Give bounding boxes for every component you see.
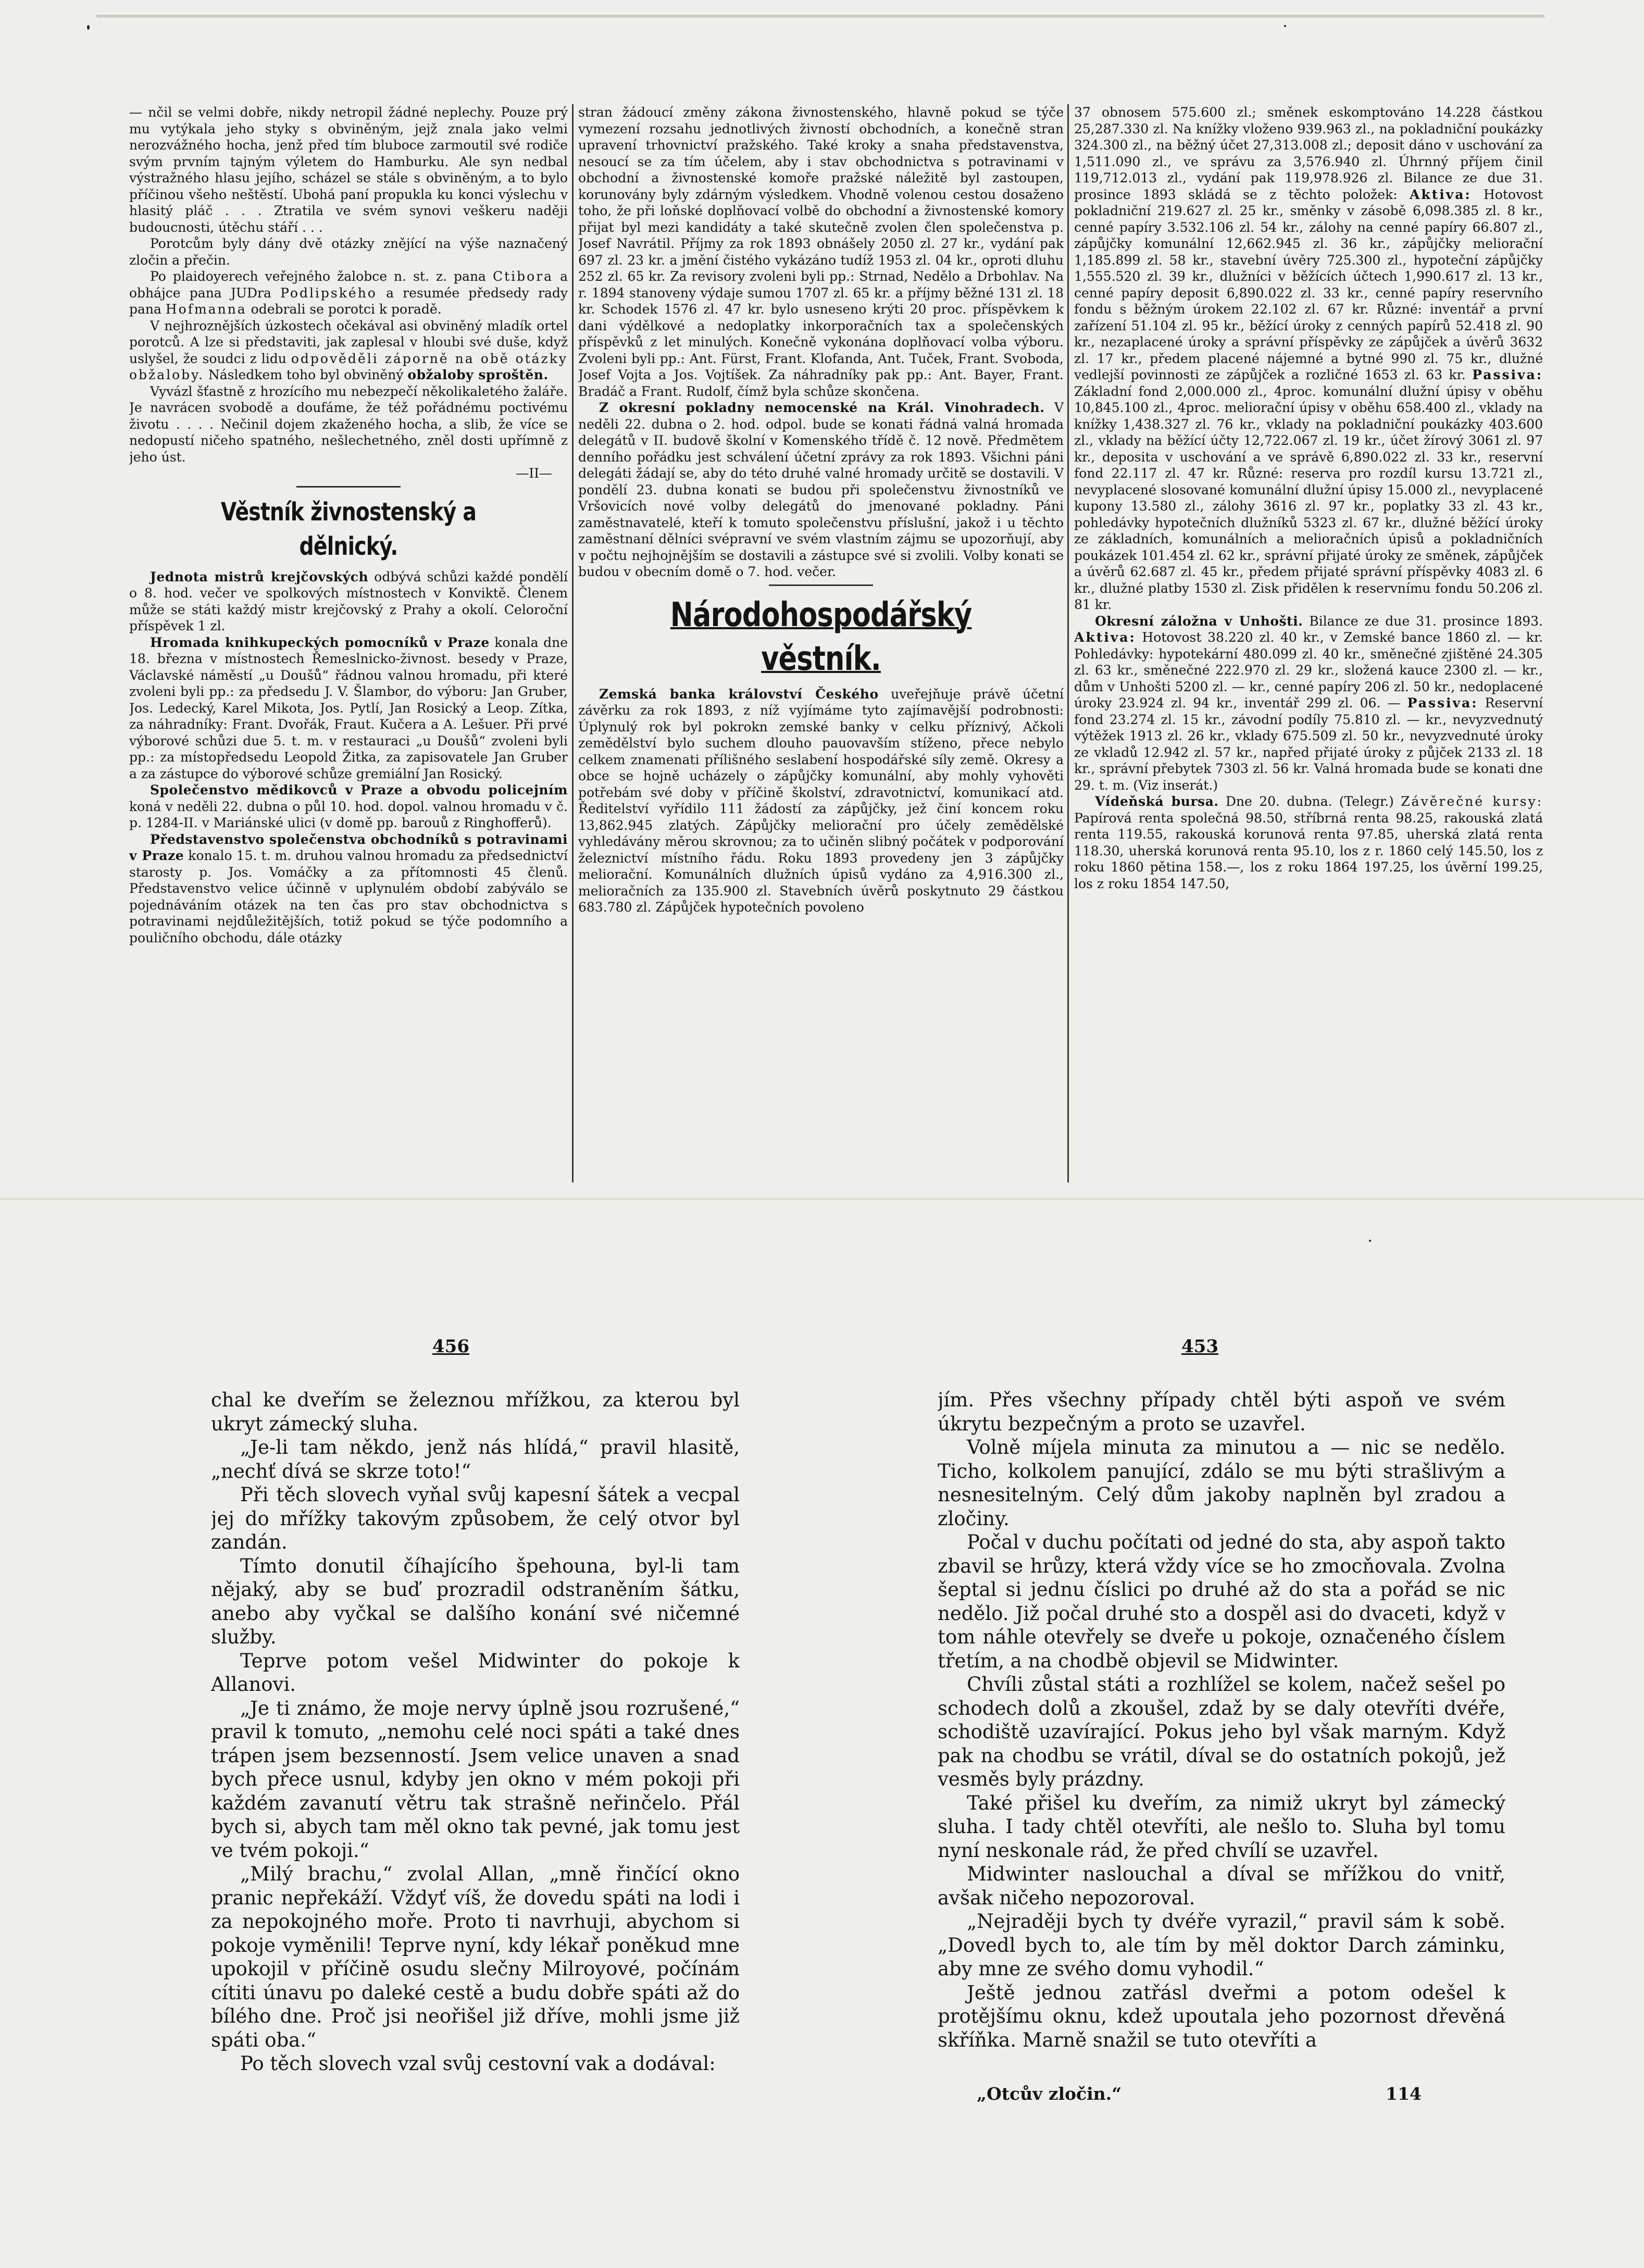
text: 37 obnosem 575.600 zl.; směnek eskomptováno 14.228 částkou 25,287.330 zl. Na knížky vloženo 939.963 zl., na pokladniční poukázky 324.300 zl., na běžný účet 27,313.008 zl.; deposit dáno v uschování za 1,511.090 zl., ve správu za 3,576.940 zl. Úhrnný příjem činil 119,712.013 zl., vydání pak 119,978.926 zl. Bilance ze due 31. prosince 1893 skládá se z těchto položek: (1074, 105, 1543, 202)
text: Po plaidoyerech veřejného žalobce n. st. z. pana (150, 269, 486, 284)
text: Hotovost pokladniční 219.627 zl. 25 kr., směnky v zásobě 6,098.385 zl. 8 kr., cenné papíry 3.532.106 zl. 54 kr., zálohy na cenné papíry 66.807 zl., zápůjčky komunální 12,662.945 zl. 36 kr., zápůjčky meliorační 1,185.899 zl. 58 kr., stavební úvěry 725.300 zl., hypoteční zápůjčky 1,555.520 zl. 39 kr., dlužníci v běžících účtech 1,990.617 zl. 13 kr., cenné papíry deposit 6,890.022 zl. 33 kr., cenné papíry reservního fondu s běžným úrokem 22.102 zl. 67 kr. Různé: inventář a první zařízení 51.104 zl. 95 kr., běžící úroky z cenných papírů 52.418 zl. 90 kr., nezaplacené úroky a správní příspěvky ze zápůjček a úvěrů 3632 zl. 17 kr., předem placené nájemné a bytné 990 zl. 75 kr., dlužné vedlejší povinnosti ze zápůjček a rozličné 1653 zl. 63 kr. (1074, 186, 1543, 382)
name-spaced: Ctibora (492, 269, 554, 284)
text: Hotovost 38.220 zl. 40 kr., v Zemské bance 1860 zl. — kr. Pohledávky: hypotekární 480.099 zl. 40 kr., směnečné zjištěné 24.305 zl. 63 kr., směnečné 222.970 zl. 29 kr., složená kauce 2300 zl. — kr., dům v Unhošti 5200 zl. — kr., cenné papíry 206 zl. 50 kr., nedoplacené úroky 23.924 zl. 94 kr., inventář 299 zl. 06. — (1074, 630, 1543, 711)
novel-paragraph: Teprve potom vešel Midwinter do pokoje k Allanovi. (211, 1649, 740, 1696)
column-divider (1067, 104, 1069, 1182)
item-body: konala dne 18. března v místnostech Řemeslnicko-živnost. besedy v Praze, Václavské náměstí „u Doušů“ řádnou valnou hromadu, při které zvoleni byli pp.: za předsedu J. V. Šlambor, do výboru: Jan Gruber, Jos. Ledecký, Karel Mikota, Jos. Pytlí, Jan Rosický a Leop. Zítka, za náhradníky: Frant. Dvořák, Fraut. Kučera a A. Lešuer. Při prvé výborové schůzi due 5. t. m. v restauraci „u Doušů“ zvoleni byli pp.: za místopředsedu Leopold Žitka, za zapisovatele Jan Gruber a za zástupce do výborové schůze gremiální Jan Rosický. (129, 634, 568, 781)
item-heading: Z okresní pokladny nemocenské na Král. Vinohradech. (599, 400, 1045, 415)
footer-title: „Otcův zločin.“ (977, 2084, 1122, 2104)
divider (769, 584, 873, 586)
column-2 (578, 104, 1064, 1188)
novel-paragraph: Tímto donutil číhajícího špehouna, byl-li tam nějaký, aby se buď prozradil odstraněním šátku, anebo aby vyčkal se dalšího konání své ničemné služby. (211, 1554, 740, 1648)
novel-paragraph: „Milý brachu,“ zvolal Allan, „mně řinčící okno pranic nepřekáží. Vždyť víš, že dovedu spáti na lodi i za nepokojného moře. Proto ti navrhuji, abychom si pokoje vyměnili! Teprve nyní, kdy lékař poněkud mne upokojil v příčině osudu slečny Milroyové, počínám cítiti únavu po daleké cestě a budu dobře spáti až do bílého dne. Proč jsi neořišel již dříve, mohli jsme již spáti oba.“ (211, 1863, 740, 2051)
name-spaced: Podlipského (280, 285, 377, 301)
name-spaced: Hofmanna (165, 302, 247, 317)
column-3 (1074, 104, 1543, 1188)
text: Dne 20. dubna. (Telegr.) (1225, 794, 1394, 809)
novel-paragraph: Při těch slovech vyňal svůj kapesní šátek a vecpal jej do mřížky takovým způsobem, že celý otvor byl zandán. (211, 1484, 740, 1553)
item-heading: Vídeňská bursa. (1095, 794, 1219, 809)
novel-paragraph: Chvíli zůstal státi a rozhlížel se kolem, načež sešel po schodech dolů a zkoušel, zdaž by se daly otevříti dvéře, schodiště uzavírající. Pokus jeho byl však marným. Když pak na chodbu se vrátil, díval se do ostatních pokojů, jež vesměs byly prázdny. (938, 1673, 1505, 1790)
column-1 (129, 104, 568, 1188)
text: Papírová renta společná 98.50, stříbrná renta 98.25, rakouská zlatá renta 119.55, rakouská korunová renta 97.85, uherská zlatá renta 118.30, uherská korunová renta 95.10, los z r. 1860 celý 145.50, los z roku 1860 pětina 158.—, los z roku 1864 197.25, los úvěrní 199.25, los z roku 1854 147.50, (1074, 810, 1543, 891)
text: Základní fond 2,000.000 zl., 4proc. komunální dlužní úpisy v oběhu 10,845.100 zl., 4proc. meliorační úpisy v oběhu 658.400 zl., vklady na knížky 1,438.327 zl. 76 kr., vklady na pokladniční poukázky 403.600 zl., vklady na běžící účty 12,722.067 zl. 19 kr., účet žírový 3061 zl. 97 kr., deposita v uschování a ve správě 6,890.022 zl. 33 kr., reservní fond 22.117 zl. 47 kr. Různé: reserva pro rozdíl kursu 13.721 zl., nevyplacené slosované komunální dlužní úpisy 15.000 zl., nevyplacené kupony 13.580 zl., zálohy 3616 zl. 97 kr., poplatky 33 zl. 43 kr., pohledávky hypotečních dlužníků 5323 zl. 67 kr., dlužné běžící úroky ze základních, komunálních a melioračních úpisů a pokladničních poukázek 101.454 zl. 62 kr., správní přijaté úroky ze směnek, zápůjček a úvěrů 62.687 zl. 45 kr., předem přijaté správní příspěvky 4083 zl. 6 kr., dlužné platby 1530 zl. Zisk přidělen k reservnímu fondu 50.206 zl. 81 kr. (1074, 383, 1543, 612)
novel-paragraph: „Je-li tam někdo, jenž nás hlídá,“ pravil hlasitě, „nechť dívá se skrze toto!“ (211, 1436, 740, 1482)
verdict-spaced: odpověděli záporně na obě otázky obžaloby. (129, 351, 568, 382)
text: a resumée předsedy rady pana (129, 285, 568, 317)
novel-paragraph: Také přišel ku dveřím, za nimiž ukryt byl zámecký sluha. I tady chtěl otevříti, ale nešlo to. Sluha byl tomu nyní neskonale rád, že před chvílí se uzavřel. (938, 1791, 1505, 1862)
print-speck (87, 25, 90, 30)
article-paragraph (1074, 104, 1543, 613)
novel-paragraph: chal ke dveřím se železnou mřížkou, za kterou byl ukryt zámecký sluha. (211, 1389, 740, 1435)
passiva-label: Passiva: (1472, 367, 1543, 382)
item-heading: Jednota mistrů krejčovských (150, 569, 369, 584)
text: Bilance ze due 31. prosince 1893. (1309, 613, 1543, 629)
top-rule (96, 15, 1545, 18)
rates-label: Závěrečné kursy: (1401, 794, 1543, 809)
novel-paragraph: Po těch slovech vzal svůj cestovní vak a dodával: (240, 2052, 716, 2075)
item-heading: Hromada knihkupeckých pomocníků v Praze (150, 634, 490, 650)
news-item (129, 782, 568, 831)
aktiva-label: Aktiva: (1409, 186, 1472, 202)
news-item (578, 400, 1064, 580)
section-title (622, 593, 1020, 681)
article-paragraph: Porotcům byly dány dvě otázky znějící na výše naznačený zločin a přečin. (129, 236, 568, 268)
item-body: uveřejňuje právě účetní závěrku za rok 1893, z níž vyjímáme tyto zajímavější podrobnosti: Úplynulý rok byl pokrokn zemské banky v celku příznivý, Ačkoli zemědělství bylo suchem dlouho pauovavším stíženo, přece nebylo celkem znamenati přílišného seslabení hospodářské síly země. Okresy a obce se hojně ucházely o zápůjčky komunální, aby mohly vyhověti potřebám své doby v příčině školství, zdravotnictví, komunikací atd. Ředitelství vyřídilo 111 žádostí za zápůjčky, jež činí koncem roku 13,862.945 zlatých. Zápůjčky meliorační pro účely zemědělské vyhledávány měrou skrovnou; za to učiněn slibný počátek v podporování železnictví místního řádu. Roku 1893 provedeny jen 3 zápůjčky meliorační. Komunálních dlužních úpisů vydáno za 4,916.300 zl., melioračních za 135.900 zl. Stavebních úvěrů poskytnuto 29 částkou 683.780 zl. Zápůjček hypotečních povoleno (578, 686, 1064, 915)
text: a obhájce pana JUDra (129, 269, 568, 301)
passiva-label: Passiva: (1407, 695, 1478, 711)
item-heading: Zemská banka království Českého (599, 686, 879, 702)
article-paragraph (129, 268, 568, 318)
section-title: Věstník živnostenský a dělnický. (220, 497, 477, 561)
item-heading: Představenstvo společenstva obchodníků s potravinami v Praze (129, 831, 568, 863)
item-heading: Společenstvo mědikovců v Praze a obvodu policejním (150, 782, 568, 797)
print-speck (1284, 25, 1286, 27)
news-item (578, 686, 1064, 916)
footer-page-number: 114 (1386, 2084, 1422, 2104)
novel-column-right (938, 1388, 1505, 2102)
section-title-text: Národohospodářský věstník. (670, 595, 972, 678)
news-item (129, 831, 568, 946)
print-speck (1369, 1240, 1371, 1242)
item-body: odbývá schůzi každé pondělí o 8. hod. večer ve spolkových místnostech v Konviktě. Členem může se státi každý mistr krejčovský z Prahy a okolí. Celoroční příspěvek 1 zl. (129, 569, 568, 633)
article-paragraph: — nčil se velmi dobře, nikdy netropil žádné neplechy. Pouze prý mu vytýkala jeho styky s obviněným, jejž znala jako velmi nerozvážného hocha, jenž před tím bluboce zarmoutil své rodiče svým prvním tajným výletem do Hamburku. Ale syn nedbal výstražného hlasu jejího, scházel se stále s obviněným, a to bylo příčinou všeho neštěstí. Ubohá paní propukla ku konci výslechu v hlasitý pláč . . . Ztratila ve svém synovi veškeru naději budoucnosti, útěchu stáří . . . (129, 105, 568, 235)
news-item (129, 634, 568, 782)
article-paragraph (129, 318, 568, 383)
novel-paragraph: Ještě jednou zatřásl dveřmi a potom odešel k protějšímu oknu, kdež upoutala jeho pozornost dřevěná skříňka. Marně snažil se tuto otevříti a (938, 1981, 1505, 2051)
aktiva-label: Aktiva: (1074, 630, 1136, 645)
news-item (1074, 613, 1543, 794)
novel-paragraph: Volně míjela minuta za minutou a — nic se nedělo. Ticho, kolkolem panující, zdálo se mu býti strašlivým a nesnesitelným. Celý dům jakoby naplněn byl zradou a zločiny. (938, 1436, 1505, 1530)
article-paragraph: Vyvázl šťastně z hrozícího mu nebezpečí několikaletého žaláře. Je navrácen svobodě a doufáme, že též pořádnému poctivému životu . . . . Nečinil dojem zkaženého hocha, a slib, že více se nedopustí ničeho spatného, nešlechetného, zněl dosti upřímně z jeho úst. (129, 383, 568, 465)
novel-paragraph: „Nejraději bych ty dvéře vyrazil,“ pravil sám k sobě. „Dovedl bych to, ale tím by měl doktor Darch záminku, aby mne ze svého domu vyhodil.“ (938, 1910, 1505, 1980)
item-heading: Okresní záložna v Unhošti. (1095, 613, 1303, 629)
article-signature: —II— (516, 466, 552, 481)
novel-column-left (211, 1388, 740, 2117)
novel-paragraph: „Je ti známo, že moje nervy úplně jsou rozrušené,“ pravil k tomuto, „nemohu celé noci spáti a také dnes trápen jsem bezsenností. Jsem velice unaven a snad bych přece usnul, kdyby jen okno v mém pokoji při každém zavanutí větru tak strašně neřinčelo. Přál bych si, abych tam měl okno tak pevné, jak tomu jest ve tvém pokoji.“ (211, 1697, 740, 1862)
news-item (1074, 793, 1543, 892)
text: odebrali se porotci k poradě. (251, 302, 442, 317)
novel-paragraph: jím. Přes všechny případy chtěl býti aspoň ve svém úkrytu bezpečným a proto se uzavřel. (938, 1389, 1505, 1435)
text: Reservní fond 23.274 zl. 15 kr., závodní podíly 75.810 zl. — kr., nevyzvednutý výtěžek 1913 zl. 26 kr., vklady 675.509 zl. 50 kr., nevyzvednuté úroky ze vkladů 12.942 zl. 57 kr., napřed přijaté úroky z půjček 2133 zl. 18 kr., správní přebytek 7303 zl. 56 kr. Valná hromada bude se konati dne 29. t. m. (Viz inserát.) (1074, 695, 1543, 793)
item-body: V neděli 22. dubna o 2. hod. odpol. bude se konati řádná valná hromada delegátů v II. budově školní v Komenského třídě č. 12 nově. Předmětem denního pořádku jest schválení účetní zprávy za rok 1893. Všichni páni delegáti žádají se, aby do této druhé valné hromady určitě se dostavili. V pondělí 23. dubna konati se budou při společenstvu živnostníků ve Vršovicích nové volby delegátů do jmenované pokladny. Páni zaměstnavatelé, kteří k tomuto společenstvu příslušní, jakož i u těchto zaměstnaní dělníci svépravní ve svém vlastním zájmu se upozorňují, aby v počtu nejhojnějším se dostavili a zástupce své si zvolili. Volby konati se budou v obecním domě o 7. hod. večer. (578, 400, 1064, 579)
divider (296, 486, 401, 488)
page-number-left: 456 (432, 1336, 469, 1357)
news-item (129, 569, 568, 634)
column-divider (572, 104, 574, 1182)
item-body: konalo 15. t. m. druhou valnou hromadu za předsednictví starosty p. Jos. Vomáčky a za přítomnosti 45 členů. Představenstvo velice účinně v uplynulém období zabýválo se pojednáváním otázek na ten čas pro stav obchodnictva s potravinami nejdůležitějších, totiž pokud se týče podomního a pouličního obchodu, dále otázky (129, 848, 568, 945)
page-number-right: 453 (1181, 1336, 1218, 1357)
text: V nejhroznějších úzkostech očekával asi obviněný mladík ortel porotců. A lze si představiti, jak zaplesal v hloubi své duše, když uslyšel, že soudci z lidu (129, 318, 568, 366)
article-paragraph: stran žádoucí změny zákona živnostenského, hlavně pokud se týče vymezení rozsahu jednotlivých živností obchodních, a konečně stran upravení trhovnictví pražského. Také kroky a snaha představenstva, nesoucí se za tím účelem, aby i stav obchodnictva s potravinami v obchodní a živnostenské komoře pražské náležitě byl zastoupen, korunovány byly zdárným výsledkem. Vhodně volenou cestou dosaženo toho, že při loňské doplňovací volbě do obchodní a živnostenské komory přijat byl mezi kandidáty a také skutečně zvolen člen společenstva p. Josef Navrátil. Příjmy za rok 1893 obnášely 2050 zl. 27 kr., vydání pak 697 zl. 23 kr. a jmění čistého vykázáno tudíž 1953 zl. 04 kr., oproti dluhu 252 zl. 65 kr. Za revisory zvoleni byli pp.: Strnad, Nedělo a Drbohlav. Na r. 1894 stanoveny výdaje sumou 1707 zl. 65 kr. a příjmy běžné 131 zl. 18 kr. Schodek 1576 zl. 47 kr. bylo usneseno krýti 20 proc. příspěvkem k dani výdělkové a nedoplatky inkorporačních tax a společenských příspěvků z let minulých. Konečně vykonána doplňovací volba výboru. Zvoleni byli pp.: Ant. Fürst, Frant. Klofanda, Ant. Tuček, Frant. Svoboda, Josef Vojta a Jos. Vojtíšek. Za náhradníky pak pp.: Ant. Bayer, Frant. Bradáč a Frant. Rudolf, čímž byla schůze skončena. (578, 105, 1064, 399)
text: Následkem toho byl obviněný (208, 367, 404, 382)
fold-line (0, 1198, 1644, 1200)
item-body: koná v neděli 22. dubna o půl 10. hod. dopol. valnou hromadu v č. p. 1284-II. v Mariánské ulici (v domě pp. barouů z Ringhofferů). (129, 799, 568, 830)
novel-paragraph: Midwinter naslouchal a díval se mřížkou do vnitř, avšak ničeho nepozoroval. (938, 1863, 1505, 1909)
verdict-bold: obžaloby sproštěn. (407, 367, 549, 382)
novel-paragraph: Počal v duchu počítati od jedné do sta, aby aspoň takto zbavil se hrůzy, která vždy více se ho zmocňovala. Zvolna šeptal si jednu číslici po druhé až do sta a pořád se nic nedělo. Již počal druhé sto a dospěl asi do dvaceti, když v tom náhle otevřely se dveře u pokoje, označeného číslem třetím, a na chodbě objevil se Midwinter. (938, 1531, 1505, 1672)
